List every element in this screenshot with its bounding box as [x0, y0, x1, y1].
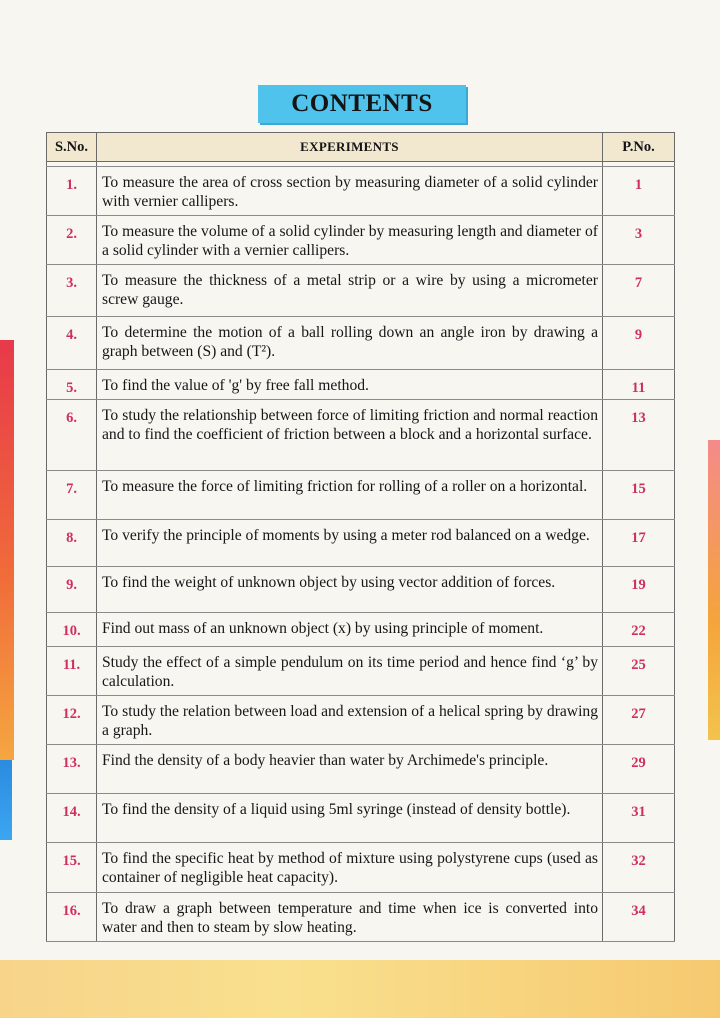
bottom-color-band — [0, 960, 720, 1018]
table-row — [47, 167, 675, 216]
row-page-number: 25 — [603, 647, 675, 696]
row-serial-number: 15. — [47, 843, 97, 893]
row-serial-number: 14. — [47, 794, 97, 843]
row-page-number: 9 — [603, 317, 675, 370]
table-row — [47, 794, 675, 843]
table-row — [47, 216, 675, 265]
left-edge-color-strip — [0, 340, 14, 760]
left-edge-blue-strip — [0, 760, 12, 840]
row-serial-number: 11. — [47, 647, 97, 696]
row-page-number: 32 — [603, 843, 675, 893]
row-serial-number: 4. — [47, 317, 97, 370]
row-experiment-title: To draw a graph between temperature and time when ice is converted into water and then to steam by slow heating. — [97, 893, 603, 942]
row-serial-number: 12. — [47, 696, 97, 745]
row-experiment-title: Study the effect of a simple pendulum on its time period and hence find ‘g’ by calculation. — [97, 647, 603, 696]
table-row — [47, 520, 675, 567]
table-row — [47, 843, 675, 893]
row-serial-number: 13. — [47, 745, 97, 794]
row-page-number: 11 — [603, 370, 675, 400]
row-experiment-title: To verify the principle of moments by using a meter rod balanced on a wedge. — [97, 520, 603, 567]
row-experiment-title: To measure the volume of a solid cylinder by measuring length and diameter of a solid cylinder with a vernier callipers. — [97, 216, 603, 265]
table-row — [47, 317, 675, 370]
row-page-number: 13 — [603, 400, 675, 471]
row-page-number: 34 — [603, 893, 675, 942]
row-experiment-title: To find the density of a liquid using 5ml syringe (instead of density bottle). — [97, 794, 603, 843]
row-page-number: 7 — [603, 265, 675, 317]
page-title: CONTENTS — [291, 90, 433, 117]
row-serial-number: 6. — [47, 400, 97, 471]
row-serial-number: 1. — [47, 167, 97, 216]
row-page-number: 31 — [603, 794, 675, 843]
row-serial-number: 8. — [47, 520, 97, 567]
table-row — [47, 400, 675, 471]
row-serial-number: 9. — [47, 567, 97, 613]
header-pno: P.No. — [603, 133, 675, 162]
row-serial-number: 5. — [47, 370, 97, 400]
header-sno: S.No. — [47, 133, 97, 162]
row-experiment-title: Find out mass of an unknown object (x) by using principle of moment. — [97, 613, 603, 647]
row-experiment-title: To measure the area of cross section by measuring diameter of a solid cylinder with vernier callipers. — [97, 167, 603, 216]
row-experiment-title: To find the value of 'g' by free fall method. — [97, 370, 603, 400]
row-serial-number: 2. — [47, 216, 97, 265]
row-page-number: 19 — [603, 567, 675, 613]
row-page-number: 22 — [603, 613, 675, 647]
row-experiment-title: To determine the motion of a ball rolling down an angle iron by drawing a graph between (S) and (T²). — [97, 317, 603, 370]
table-row — [47, 265, 675, 317]
row-experiment-title: To study the relationship between force of limiting friction and normal reaction and to find the coefficient of friction between a block and a horizontal surface. — [97, 400, 603, 471]
row-experiment-title: To find the specific heat by method of mixture using polystyrene cups (used as container of negligible heat capacity). — [97, 843, 603, 893]
row-page-number: 27 — [603, 696, 675, 745]
row-experiment-title: To find the weight of unknown object by using vector addition of forces. — [97, 567, 603, 613]
row-page-number: 1 — [603, 167, 675, 216]
row-page-number: 15 — [603, 471, 675, 520]
row-page-number: 17 — [603, 520, 675, 567]
table-row — [47, 696, 675, 745]
row-experiment-title: To measure the thickness of a metal strip or a wire by using a micrometer screw gauge. — [97, 265, 603, 317]
table-row — [47, 613, 675, 647]
contents-table — [46, 132, 675, 942]
table-row — [47, 893, 675, 942]
header-experiments: EXPERIMENTS — [97, 133, 603, 162]
table-row — [47, 471, 675, 520]
table-row — [47, 647, 675, 696]
table-row — [47, 370, 675, 400]
contents-title-box — [258, 85, 466, 123]
row-experiment-title: To measure the force of limiting friction for rolling of a roller on a horizontal. — [97, 471, 603, 520]
table-header-row — [47, 133, 675, 162]
row-page-number: 3 — [603, 216, 675, 265]
contents-table-body — [47, 167, 675, 942]
table-row — [47, 567, 675, 613]
row-serial-number: 3. — [47, 265, 97, 317]
row-experiment-title: Find the density of a body heavier than water by Archimede's principle. — [97, 745, 603, 794]
right-edge-color-strip — [708, 440, 720, 740]
row-serial-number: 16. — [47, 893, 97, 942]
row-serial-number: 7. — [47, 471, 97, 520]
table-row — [47, 745, 675, 794]
row-serial-number: 10. — [47, 613, 97, 647]
row-page-number: 29 — [603, 745, 675, 794]
row-experiment-title: To study the relation between load and extension of a helical spring by drawing a graph. — [97, 696, 603, 745]
